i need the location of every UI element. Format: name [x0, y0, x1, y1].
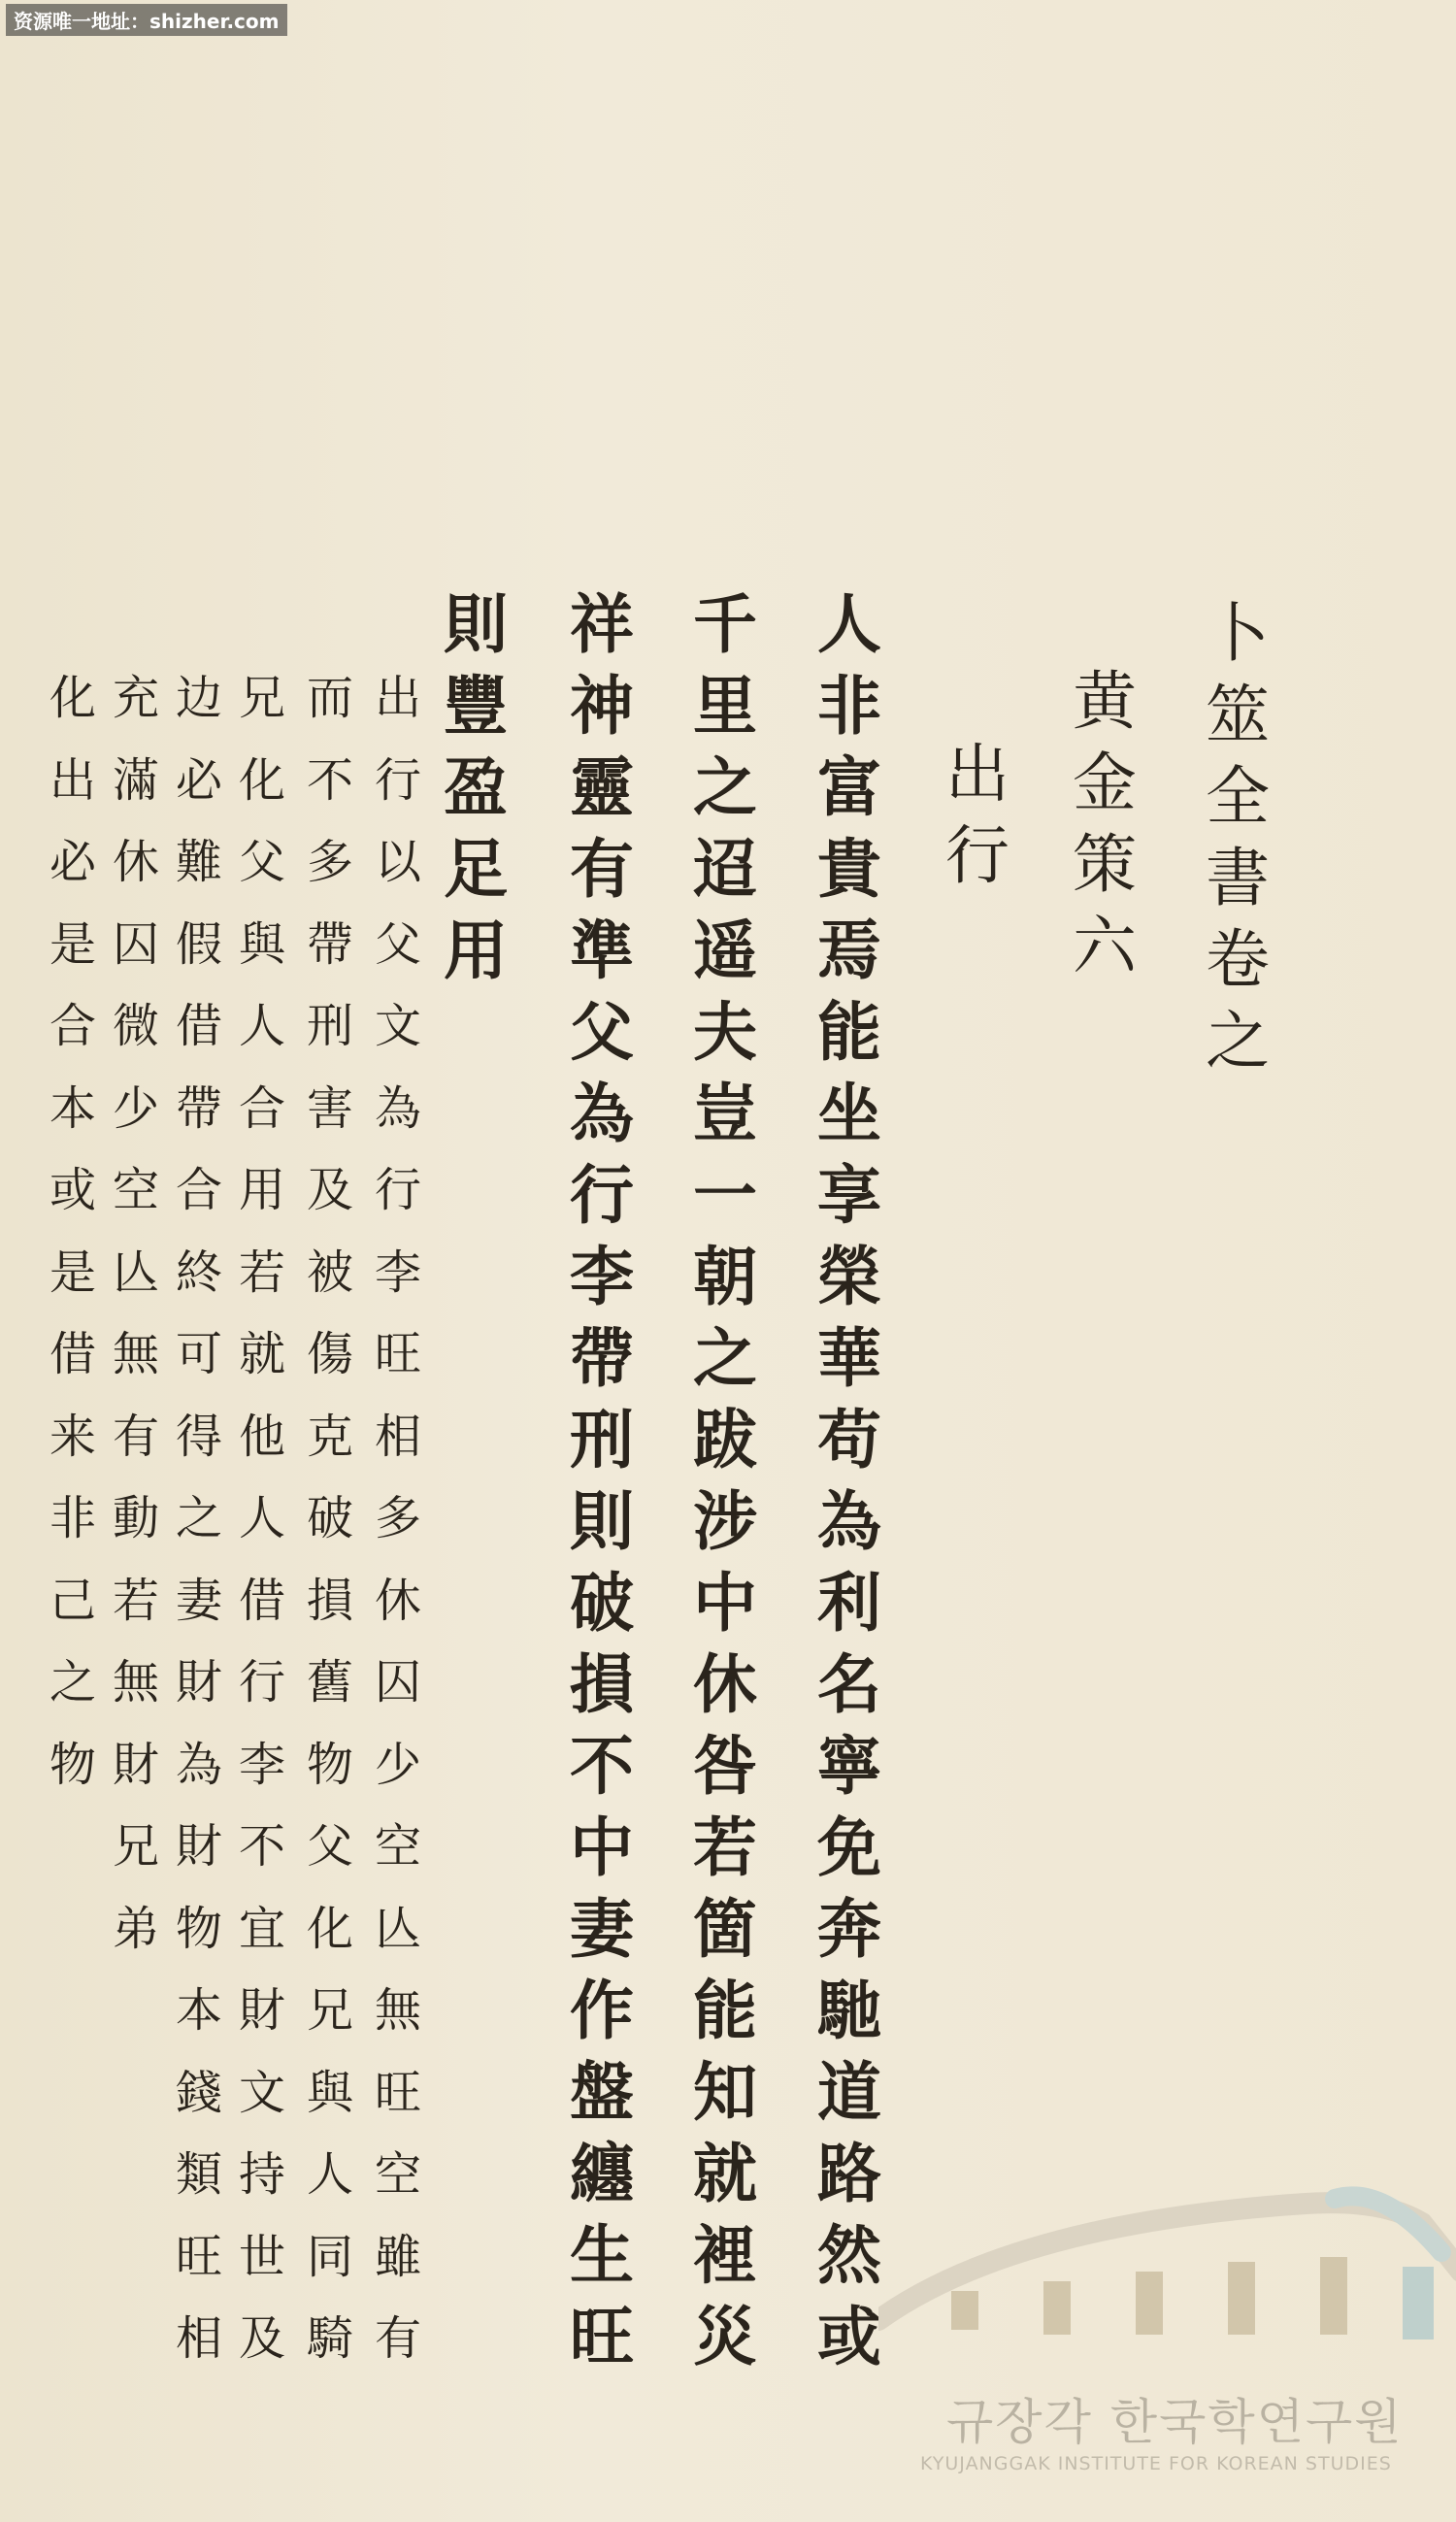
column-character: 豈	[693, 1076, 757, 1151]
column-character: 能	[693, 1973, 757, 2048]
column-character: 化	[49, 671, 96, 725]
column-character: 多	[374, 1491, 421, 1545]
column-character: 路	[817, 2136, 881, 2211]
column-character: 利	[817, 1565, 881, 1641]
column-character: 名	[817, 1646, 881, 1722]
column-character: 用	[238, 1163, 285, 1217]
column-character: 物	[49, 1737, 96, 1792]
column-character: 借	[238, 1573, 285, 1628]
column-character: 與	[306, 2065, 353, 2120]
column-character: 或	[49, 1163, 96, 1217]
column-character: 知	[693, 2054, 757, 2130]
column-character: 己	[49, 1573, 96, 1628]
column-character: 人	[238, 999, 285, 1053]
column-character: 為	[175, 1737, 222, 1792]
column-character: 必	[49, 835, 96, 889]
column-character: 文	[238, 2065, 285, 2120]
column-character: 作	[570, 1973, 634, 2048]
column-character: 少	[112, 1080, 159, 1136]
logo-name-korean: 규장각 한국학연구원	[946, 2394, 1404, 2450]
column-character: 就	[238, 1327, 285, 1381]
column-character: 相	[374, 1409, 421, 1464]
column-character: 雖	[374, 2229, 421, 2284]
column-character: 財	[175, 1655, 222, 1709]
column-character: 騎	[306, 2311, 353, 2366]
column-commentary-2	[296, 671, 364, 2398]
column-character: 人	[817, 586, 881, 662]
column-character: 或	[817, 2299, 881, 2374]
column-character: 卜	[1206, 596, 1270, 671]
column-character: 舊	[306, 1655, 353, 1709]
column-character: 出	[49, 752, 96, 808]
column-character: 纏	[570, 2136, 634, 2211]
column-character: 之	[1206, 1004, 1270, 1078]
column-character: 行	[374, 1163, 421, 1217]
column-character: 本	[175, 1983, 222, 2038]
column-character: 及	[238, 2311, 285, 2366]
column-character: 滿	[112, 752, 159, 808]
column-character: 被	[306, 1244, 353, 1300]
column-character: 有	[570, 831, 634, 907]
column-character: 動	[112, 1491, 159, 1545]
column-character: 榮	[817, 1239, 881, 1314]
column-character: 災	[693, 2299, 757, 2374]
column-character: 化	[238, 752, 285, 808]
column-character: 財	[112, 1737, 159, 1792]
column-character: 行	[374, 752, 421, 808]
column-character: 財	[175, 1819, 222, 1874]
column-character: 以	[374, 835, 421, 889]
column-character: 箇	[693, 1891, 757, 1967]
column-main-text-4	[442, 586, 510, 1000]
column-character: 就	[693, 2136, 757, 2211]
column-character: 華	[817, 1320, 881, 1396]
column-character: 祥	[570, 586, 634, 662]
column-character: 合	[49, 999, 96, 1053]
column-character: 旺	[374, 2065, 421, 2120]
column-character: 父	[238, 835, 285, 889]
column-character: 足	[444, 831, 508, 907]
column-character: 全	[1206, 759, 1270, 834]
column-character: 出	[945, 737, 1009, 812]
column-character: 為	[570, 1076, 634, 1151]
column-character: 若	[112, 1573, 159, 1628]
column-character: 富	[817, 749, 881, 825]
column-character: 亾	[374, 1901, 421, 1956]
column-character: 父	[570, 994, 634, 1070]
column-character: 有	[112, 1409, 159, 1464]
column-character: 物	[175, 1901, 222, 1956]
column-character: 無	[112, 1327, 159, 1381]
column-character: 行	[570, 1157, 634, 1233]
column-character: 兄	[112, 1819, 159, 1874]
column-character: 少	[374, 1737, 421, 1792]
column-character: 靈	[570, 749, 634, 825]
column-character: 人	[238, 1491, 285, 1545]
column-character: 迢	[693, 831, 757, 907]
column-character: 遥	[693, 913, 757, 988]
column-character: 盤	[570, 2054, 634, 2130]
column-character: 囚	[374, 1655, 421, 1709]
column-character: 損	[570, 1646, 634, 1722]
column-character: 假	[175, 916, 222, 972]
column-character: 是	[49, 1244, 96, 1300]
column-character: 馳	[817, 1973, 881, 2048]
column-character: 是	[49, 916, 96, 972]
column-character: 世	[238, 2229, 285, 2284]
column-character: 帶	[306, 916, 353, 972]
column-main-text-2	[691, 586, 759, 2386]
column-character: 之	[693, 749, 757, 825]
column-character: 行	[238, 1655, 285, 1709]
column-character: 充	[112, 671, 159, 725]
column-commentary-6	[39, 671, 107, 1823]
column-volume-title	[1204, 596, 1272, 1091]
column-character: 旺	[175, 2229, 222, 2284]
column-character: 不	[238, 1819, 285, 1874]
column-character: 帶	[175, 1080, 222, 1136]
column-character: 之	[175, 1491, 222, 1545]
column-character: 妻	[570, 1891, 634, 1967]
column-character: 傷	[306, 1327, 353, 1381]
column-character: 空	[374, 2147, 421, 2202]
column-character: 旺	[374, 1327, 421, 1381]
column-character: 文	[374, 999, 421, 1053]
column-character: 多	[306, 835, 353, 889]
column-character: 能	[817, 994, 881, 1070]
column-character: 李	[570, 1239, 634, 1314]
column-character: 行	[945, 818, 1009, 893]
column-character: 損	[306, 1573, 353, 1628]
column-commentary-5	[102, 671, 170, 1987]
column-character: 不	[570, 1728, 634, 1804]
column-character: 及	[306, 1163, 353, 1217]
column-character: 兄	[306, 1983, 353, 2038]
column-character: 妻	[175, 1573, 222, 1628]
column-character: 生	[570, 2217, 634, 2293]
column-character: 同	[306, 2229, 353, 2284]
column-character: 卷	[1206, 922, 1270, 997]
column-character: 無	[374, 1983, 421, 2038]
logo-name-english: KYUJANGGAK INSTITUTE FOR KOREAN STUDIES	[920, 2453, 1392, 2474]
column-character: 一	[693, 1157, 757, 1233]
column-character: 類	[175, 2147, 222, 2202]
column-character: 道	[817, 2054, 881, 2130]
column-character: 休	[693, 1646, 757, 1722]
column-character: 中	[570, 1809, 634, 1885]
column-character: 享	[817, 1157, 881, 1233]
column-character: 為	[374, 1080, 421, 1136]
column-character: 黄	[1073, 664, 1137, 739]
column-character: 宜	[238, 1901, 285, 1956]
column-character: 若	[238, 1244, 285, 1300]
site-watermark: 资源唯一地址：shizher.com	[6, 4, 287, 36]
column-character: 免	[817, 1809, 881, 1885]
column-commentary-1	[364, 671, 432, 2398]
column-character: 用	[444, 913, 508, 988]
column-character: 空	[374, 1819, 421, 1874]
column-character: 朝	[693, 1239, 757, 1314]
column-character: 合	[238, 1080, 285, 1136]
column-character: 旺	[570, 2299, 634, 2374]
column-character: 借	[49, 1327, 96, 1381]
column-character: 坐	[817, 1076, 881, 1151]
column-character: 非	[817, 668, 881, 744]
column-character: 休	[112, 835, 159, 889]
column-character: 本	[49, 1080, 96, 1136]
column-character: 弟	[112, 1901, 159, 1956]
column-character: 然	[817, 2217, 881, 2293]
column-character: 来	[49, 1409, 96, 1464]
column-character: 亾	[112, 1244, 159, 1300]
column-character: 克	[306, 1409, 353, 1464]
column-character: 父	[306, 1819, 353, 1874]
column-commentary-4	[165, 671, 233, 2398]
column-character: 涉	[693, 1483, 757, 1559]
column-character: 李	[374, 1244, 421, 1300]
column-character: 之	[693, 1320, 757, 1396]
column-character: 休	[374, 1573, 421, 1628]
column-character: 千	[693, 586, 757, 662]
column-character: 若	[693, 1809, 757, 1885]
column-section-title	[943, 737, 1011, 906]
column-character: 不	[306, 752, 353, 808]
column-character: 微	[112, 999, 159, 1053]
column-character: 里	[693, 668, 757, 744]
column-commentary-3	[228, 671, 296, 2398]
column-character: 出	[374, 671, 421, 725]
column-character: 中	[693, 1565, 757, 1641]
column-character: 刑	[570, 1402, 634, 1477]
column-character: 帶	[570, 1320, 634, 1396]
column-character: 金	[1073, 746, 1137, 820]
column-character: 咎	[693, 1728, 757, 1804]
column-character: 苟	[817, 1402, 881, 1477]
column-character: 盈	[444, 749, 508, 825]
column-character: 策	[1073, 827, 1137, 902]
column-character: 合	[175, 1163, 222, 1217]
column-character: 焉	[817, 913, 881, 988]
column-character: 則	[444, 586, 508, 662]
column-character: 準	[570, 913, 634, 988]
column-character: 相	[175, 2311, 222, 2366]
column-character: 空	[112, 1163, 159, 1217]
column-character: 裡	[693, 2217, 757, 2293]
column-character: 財	[238, 1983, 285, 2038]
column-character: 與	[238, 916, 285, 972]
column-character: 有	[374, 2311, 421, 2366]
column-chapter-title	[1071, 664, 1139, 996]
column-character: 他	[238, 1409, 285, 1464]
column-character: 非	[49, 1491, 96, 1545]
column-character: 書	[1206, 841, 1270, 915]
column-character: 筮	[1206, 678, 1270, 752]
column-character: 必	[175, 752, 222, 808]
column-character: 跋	[693, 1402, 757, 1477]
column-character: 兄	[238, 671, 285, 725]
column-character: 得	[175, 1409, 222, 1464]
column-character: 边	[175, 671, 222, 725]
column-character: 夫	[693, 994, 757, 1070]
column-character: 而	[306, 671, 353, 725]
column-character: 終	[175, 1244, 222, 1300]
column-main-text-3	[568, 586, 636, 2386]
column-character: 持	[238, 2147, 285, 2202]
column-character: 破	[306, 1491, 353, 1545]
column-main-text-1	[815, 586, 883, 2386]
column-character: 無	[112, 1655, 159, 1709]
column-character: 囚	[112, 916, 159, 972]
column-character: 神	[570, 668, 634, 744]
column-character: 錢	[175, 2065, 222, 2120]
column-character: 可	[175, 1327, 222, 1381]
column-character: 化	[306, 1901, 353, 1956]
column-character: 則	[570, 1483, 634, 1559]
column-character: 破	[570, 1565, 634, 1641]
column-character: 李	[238, 1737, 285, 1792]
column-character: 刑	[306, 999, 353, 1053]
column-character: 人	[306, 2147, 353, 2202]
column-character: 害	[306, 1080, 353, 1136]
column-character: 豐	[444, 668, 508, 744]
column-character: 寧	[817, 1728, 881, 1804]
column-character: 為	[817, 1483, 881, 1559]
column-character: 難	[175, 835, 222, 889]
column-character: 父	[374, 916, 421, 972]
column-character: 貴	[817, 831, 881, 907]
column-character: 奔	[817, 1891, 881, 1967]
column-character: 六	[1073, 909, 1137, 983]
column-character: 之	[49, 1655, 96, 1709]
column-character: 借	[175, 999, 222, 1053]
column-character: 物	[306, 1737, 353, 1792]
